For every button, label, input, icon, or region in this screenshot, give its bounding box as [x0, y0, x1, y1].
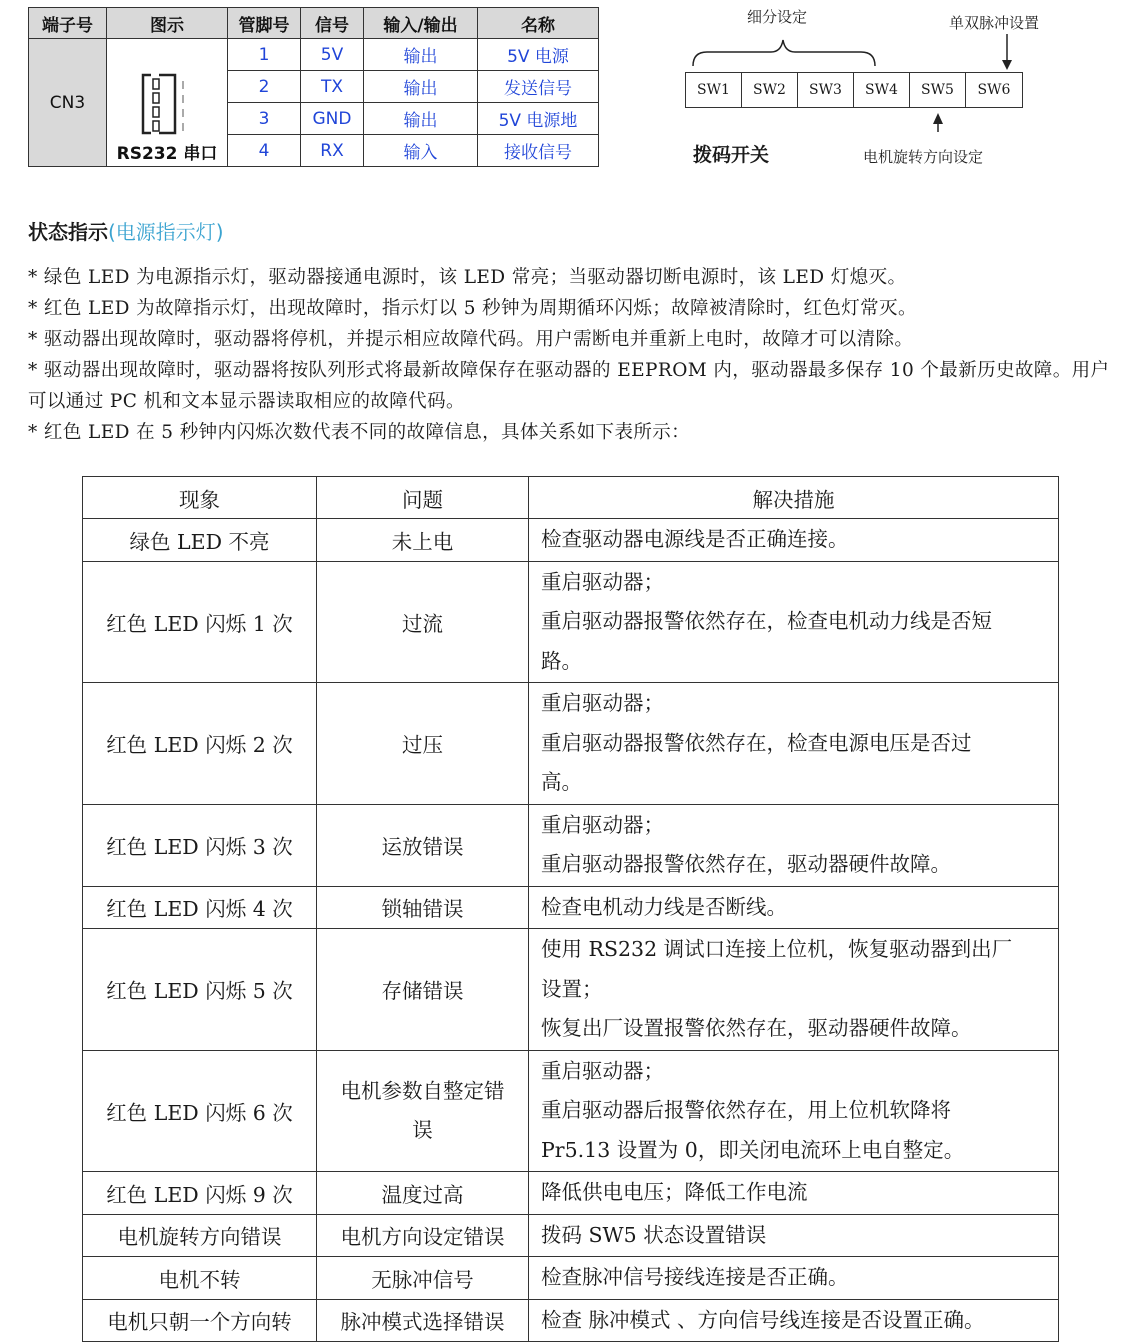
switch-row	[685, 72, 1023, 108]
switch-sw4: SW4	[854, 73, 910, 107]
switch-sw2: SW2	[742, 73, 798, 107]
fault-row	[83, 561, 1059, 683]
fault-row	[83, 1172, 1059, 1215]
header-pin: 管脚号	[228, 8, 301, 39]
phenomenon-cell: 电机不转	[83, 1257, 317, 1300]
solution-cell	[529, 683, 1059, 805]
solution-cell	[529, 804, 1059, 886]
rs232-label: RS232 串口	[116, 144, 218, 164]
connector-row	[29, 39, 599, 71]
phenomenon-cell: 红色 LED 闪烁 2 次	[83, 683, 317, 805]
phenomenon-cell: 红色 LED 闪烁 6 次	[83, 1050, 317, 1172]
name-cell: 5V 电源地	[478, 103, 599, 135]
io-cell: 输出	[364, 103, 478, 135]
name-cell: 接收信号	[478, 135, 599, 167]
status-bullets	[28, 262, 1118, 448]
dip-switch-title: 拨码开关	[693, 144, 770, 166]
solution-line: 高。	[541, 770, 582, 794]
solution-cell	[529, 886, 1059, 929]
header-terminal: 端子号	[29, 8, 107, 39]
fault-header-row	[83, 477, 1059, 519]
header-signal: 信号	[301, 8, 364, 39]
problem-cell: 过压	[317, 683, 529, 805]
problem-cell: 未上电	[317, 519, 529, 562]
solution-line: 恢复出厂设置报警依然存在，驱动器硬件故障。	[541, 1016, 972, 1040]
switch-sw5: SW5	[910, 73, 966, 107]
solution-line: 使用 RS232 调试口连接上位机，恢复驱动器到出厂	[541, 937, 1013, 961]
terminal-cell: CN3	[29, 39, 107, 167]
phenomenon-cell: 电机旋转方向错误	[83, 1214, 317, 1257]
name-cell: 发送信号	[478, 71, 599, 103]
fault-row	[83, 1257, 1059, 1300]
fault-row	[83, 683, 1059, 805]
problem-cell: 脉冲模式选择错误	[317, 1299, 529, 1342]
bullet-item: * 红色 LED 为故障指示灯，出现故障时，指示灯以 5 秒钟为周期循环闪烁；故障被清除时，红色灯常灭。	[28, 298, 917, 319]
problem-cell: 存储错误	[317, 929, 529, 1051]
solution-cell	[529, 1214, 1059, 1257]
signal-cell: 5V	[301, 39, 364, 71]
name-cell: 5V 电源	[478, 39, 599, 71]
solution-line: 重启驱动器；	[541, 1058, 664, 1083]
solution-line: 检查脉冲信号接线连接是否正确。	[541, 1265, 849, 1289]
io-cell: 输出	[364, 39, 478, 71]
solution-cell	[529, 1050, 1059, 1172]
dip-switch-diagram	[683, 0, 1123, 175]
problem-cell: 无脉冲信号	[317, 1257, 529, 1300]
problem-cell: 过流	[317, 561, 529, 683]
header-diagram: 图示	[107, 8, 228, 39]
problem-cell: 运放错误	[317, 804, 529, 886]
status-title: 状态指示	[28, 220, 108, 244]
fault-row	[83, 519, 1059, 562]
bullet-item: * 驱动器出现故障时，驱动器将按队列形式将最新故障保存在驱动器的 EEPROM 内，驱动器最多保存 10 个最新历史故障。用户可以通过 PC 机和文本显示器读取相应的故障代码。	[28, 360, 1110, 412]
signal-cell: RX	[301, 135, 364, 167]
fault-row	[83, 1214, 1059, 1257]
phenomenon-cell: 绿色 LED 不亮	[83, 519, 317, 562]
fault-row	[83, 886, 1059, 929]
io-cell: 输出	[364, 71, 478, 103]
fault-row	[83, 1050, 1059, 1172]
pin-cell: 4	[228, 135, 301, 167]
pin-cell: 2	[228, 71, 301, 103]
solution-line: Pr5.13 设置为 0，即关闭电流环上电自整定。	[541, 1137, 965, 1162]
status-section-title	[28, 216, 224, 245]
pin-cell: 1	[228, 39, 301, 71]
header-io: 输入/输出	[364, 8, 478, 39]
diagram-cell	[107, 39, 228, 167]
solution-line: 重启驱动器；	[541, 812, 664, 837]
pulse-mode-label: 单双脉冲设置	[949, 14, 1040, 32]
problem-cell: 电机方向设定错误	[317, 1214, 529, 1257]
phenomenon-cell: 红色 LED 闪烁 9 次	[83, 1172, 317, 1215]
phenomenon-cell: 电机只朝一个方向转	[83, 1299, 317, 1342]
header-phenomenon: 现象	[83, 477, 317, 519]
solution-line: 检查 脉冲模式 、方向信号线连接是否设置正确。	[541, 1307, 985, 1332]
bullet-item: * 绿色 LED 为电源指示灯，驱动器接通电源时，该 LED 常亮；当驱动器切断电源时，该 LED 灯熄灭。	[28, 267, 907, 288]
solution-line: 重启驱动器；	[541, 691, 664, 715]
solution-cell	[529, 561, 1059, 683]
solution-cell	[529, 1172, 1059, 1215]
phenomenon-cell: 红色 LED 闪烁 3 次	[83, 804, 317, 886]
fault-row	[83, 929, 1059, 1051]
solution-line: 拨码 SW5 状态设置错误	[541, 1222, 767, 1247]
status-subtitle: (电源指示灯)	[108, 220, 224, 244]
subdivision-label: 细分设定	[747, 8, 808, 26]
solution-line: 路。	[541, 648, 582, 673]
fault-row	[83, 1299, 1059, 1342]
signal-cell: TX	[301, 71, 364, 103]
bullet-item: * 红色 LED 在 5 秒钟内闪烁次数代表不同的故障信息，具体关系如下表所示：	[28, 422, 691, 443]
solution-line: 检查驱动器电源线是否正确连接。	[541, 527, 849, 551]
phenomenon-cell: 红色 LED 闪烁 4 次	[83, 886, 317, 929]
solution-cell	[529, 929, 1059, 1051]
switch-sw1: SW1	[686, 73, 742, 107]
solution-cell	[529, 1257, 1059, 1300]
header-name: 名称	[478, 8, 599, 39]
io-cell: 输入	[364, 135, 478, 167]
switch-sw6: SW6	[977, 82, 1011, 98]
problem-cell: 锁轴错误	[317, 886, 529, 929]
header-solution: 解决措施	[529, 477, 1059, 519]
solution-line: 重启驱动器报警依然存在，检查电机动力线是否短	[541, 609, 992, 633]
connector-header-row	[29, 8, 599, 39]
signal-cell: GND	[301, 103, 364, 135]
fault-table	[82, 476, 1059, 1342]
solution-line: 重启驱动器报警依然存在，驱动器硬件故障。	[541, 852, 951, 876]
pin-cell: 3	[228, 103, 301, 135]
solution-cell	[529, 1299, 1059, 1342]
connector-table	[28, 7, 599, 167]
connector-icon	[137, 69, 197, 139]
solution-line: 重启驱动器后报警依然存在，用上位机软降将	[541, 1098, 951, 1122]
direction-label: 电机旋转方向设定	[863, 148, 984, 166]
solution-line: 设置；	[541, 976, 603, 1001]
problem-cell: 电机参数自整定错误	[317, 1050, 529, 1172]
solution-line: 降低供电电压；降低工作电流	[541, 1180, 808, 1204]
solution-line: 检查电机动力线是否断线。	[541, 894, 787, 919]
solution-line: 重启驱动器报警依然存在，检查电源电压是否过	[541, 730, 972, 755]
fault-row	[83, 804, 1059, 886]
phenomenon-cell: 红色 LED 闪烁 1 次	[83, 561, 317, 683]
switch-sw3: SW3	[798, 73, 854, 107]
phenomenon-cell: 红色 LED 闪烁 5 次	[83, 929, 317, 1051]
bullet-item: * 驱动器出现故障时，驱动器将停机，并提示相应故障代码。用户需断电并重新上电时，故障才可以清除。	[28, 329, 914, 350]
solution-cell	[529, 519, 1059, 562]
problem-cell: 温度过高	[317, 1172, 529, 1215]
solution-line: 重启驱动器；	[541, 569, 664, 594]
header-problem: 问题	[317, 477, 529, 519]
